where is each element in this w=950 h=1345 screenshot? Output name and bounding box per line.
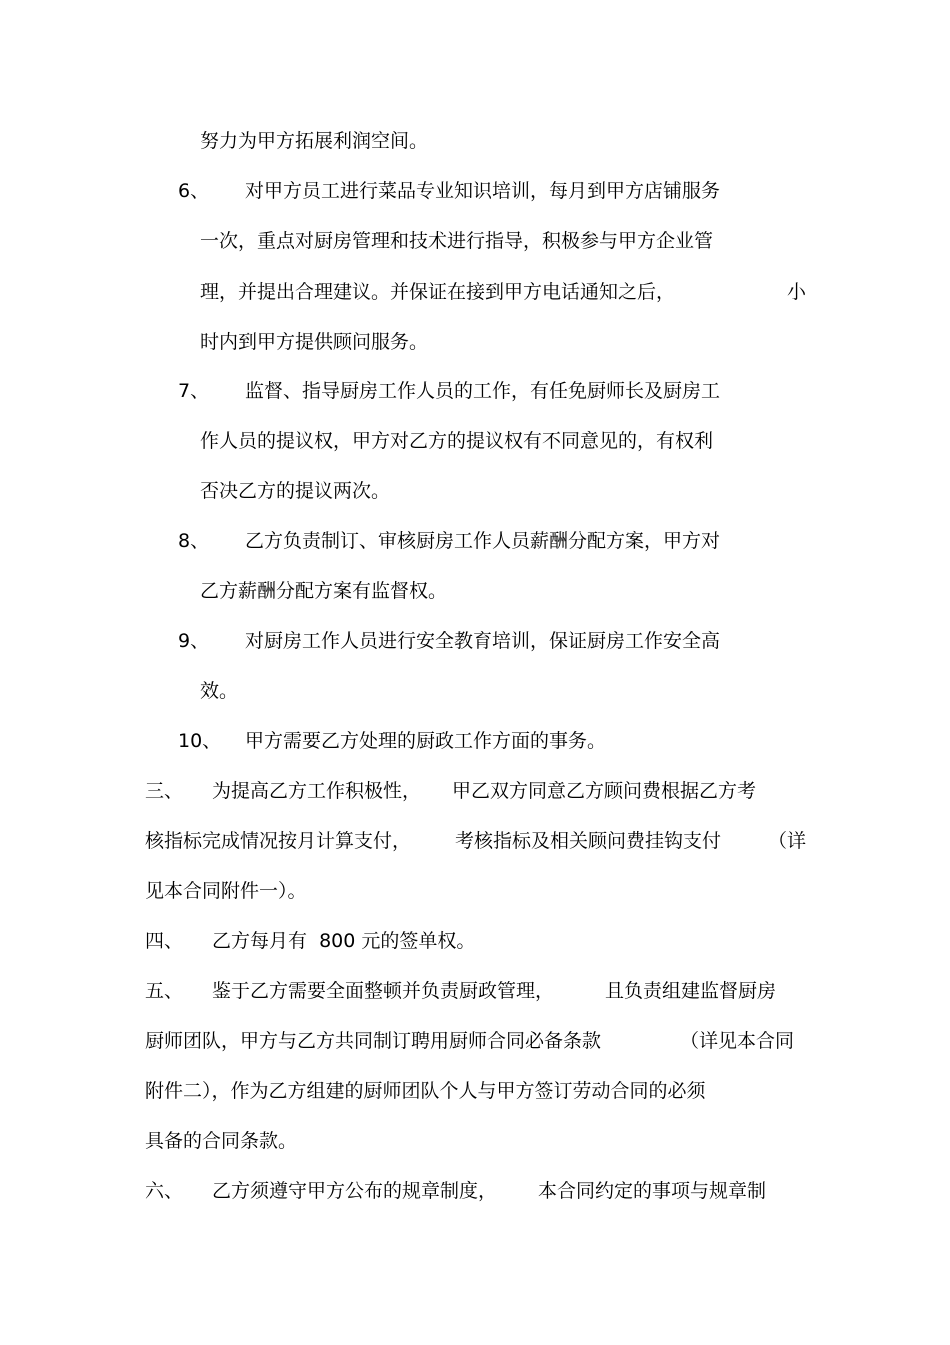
text-line: 小 <box>787 281 807 303</box>
text-line: 乙方每月有 800 元的签单权。 <box>212 930 476 952</box>
text-line: 鉴于乙方需要全面整顿并负责厨政管理， <box>212 980 555 1002</box>
section-number: 五、 <box>145 980 184 1002</box>
item-number: 6、 <box>178 180 210 202</box>
text-line: （详见本合同 <box>680 1030 795 1052</box>
section-number: 四、 <box>145 930 184 952</box>
item-number: 8、 <box>178 530 210 552</box>
text-line: 甲方需要乙方处理的厨政工作方面的事务。 <box>245 730 607 752</box>
text-line: 甲乙双方同意乙方顾问费根据乙方考 <box>452 780 757 802</box>
text-line: 一次，重点对厨房管理和技术进行指导，积极参与甲方企业管 <box>200 230 714 252</box>
item-number: 10、 <box>178 730 222 752</box>
item-number: 9、 <box>178 630 210 652</box>
text-line: 且负责组建监督厨房 <box>605 980 777 1002</box>
text-line: 作人员的提议权，甲方对乙方的提议权有不同意见的，有权利 <box>200 430 714 452</box>
text-line: 厨师团队，甲方与乙方共同制订聘用厨师合同必备条款 <box>145 1030 602 1052</box>
text-line: 效。 <box>200 680 239 702</box>
item-number: 7、 <box>178 380 210 402</box>
text-line: （详 <box>768 830 807 852</box>
section-number: 六、 <box>145 1180 184 1202</box>
text-line: 理，并提出合理建议。并保证在接到甲方电话通知之后， <box>200 281 676 303</box>
text-line: 考核指标及相关顾问费挂钩支付 <box>455 830 722 852</box>
text-line: 乙方须遵守甲方公布的规章制度， <box>212 1180 498 1202</box>
text-line: 努力为甲方拓展利润空间。 <box>200 130 429 152</box>
text-line: 时内到甲方提供顾问服务。 <box>200 331 429 353</box>
text-line: 具备的合同条款。 <box>145 1130 298 1152</box>
section-number: 三、 <box>145 780 184 802</box>
text-line: 对甲方员工进行菜品专业知识培训，每月到甲方店铺服务 <box>245 180 721 202</box>
text-line: 对厨房工作人员进行安全教育培训，保证厨房工作安全高 <box>245 630 721 652</box>
text-line: 监督、指导厨房工作人员的工作，有任免厨师长及厨房工 <box>245 380 721 402</box>
text-line: 本合同约定的事项与规章制 <box>538 1180 767 1202</box>
text-line: 否决乙方的提议两次。 <box>200 480 391 502</box>
text-line: 为提高乙方工作积极性， <box>212 780 422 802</box>
text-line: 见本合同附件一）。 <box>145 880 307 902</box>
text-line: 乙方薪酬分配方案有监督权。 <box>200 580 448 602</box>
text-line: 附件二），作为乙方组建的厨师团队个人与甲方签订劳动合同的必须 <box>145 1080 706 1102</box>
text-line: 核指标完成情况按月计算支付， <box>145 830 412 852</box>
text-line: 乙方负责制订、审核厨房工作人员薪酬分配方案，甲方对 <box>245 530 721 552</box>
